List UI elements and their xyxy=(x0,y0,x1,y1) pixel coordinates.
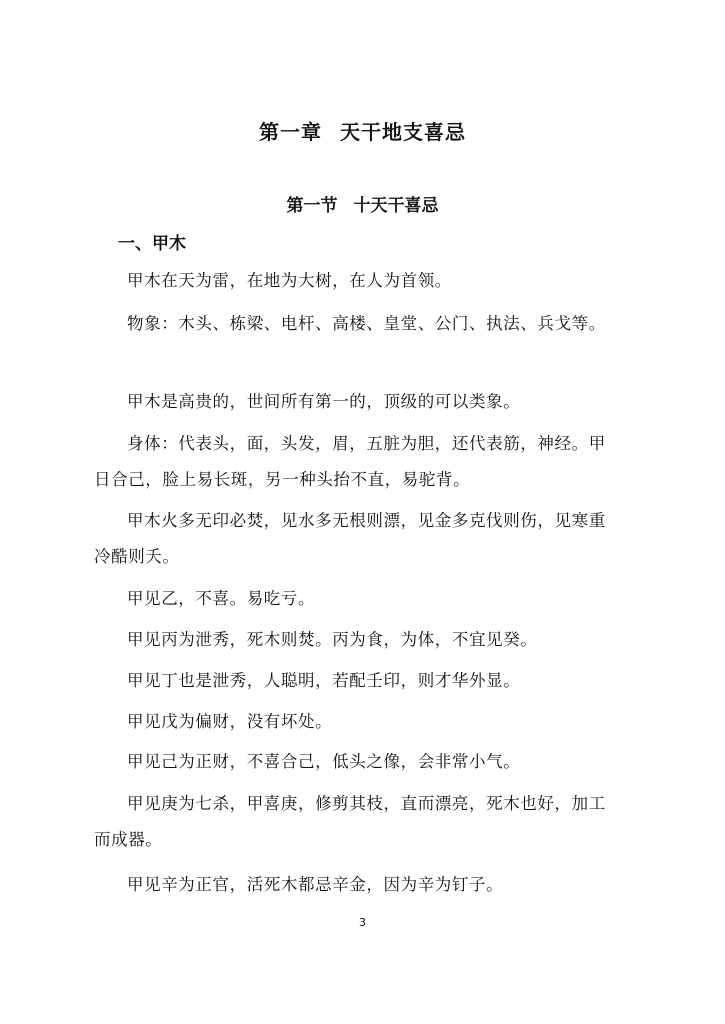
chapter-title xyxy=(0,116,725,145)
paragraph: 甲木火多无印必焚，见水多无根则漂，见金多克伐则伤，见寒重冷酷则夭。 xyxy=(94,511,606,566)
chapter-name: 天干地支喜忌 xyxy=(340,120,466,144)
chapter-number: 第一章 xyxy=(259,120,322,144)
paragraph: 甲见丙为泄秀，死木则焚。丙为食，为体，不宜见癸。 xyxy=(127,630,538,649)
paragraph: 物象：木头、栋梁、电杆、高楼、皇堂、公门、执法、兵戈等。 xyxy=(127,314,606,333)
paragraph: 甲见辛为正官，活死木都忌辛金，因为辛为钉子。 xyxy=(127,875,504,894)
page-number: 3 xyxy=(359,916,366,929)
paragraph: 甲见丁也是泄秀，人聪明，若配壬印，则才华外显。 xyxy=(127,671,521,690)
paragraph: 身体：代表头，面，头发，眉，五脏为胆，还代表筋，神经。甲日合己，脸上易长斑，另一种头抬不直，易驼背。 xyxy=(94,434,606,489)
paragraph: 甲见己为正财，不喜合己，低头之像，会非常小气。 xyxy=(127,752,521,771)
section-number: 第一节 xyxy=(286,196,338,216)
section-title xyxy=(0,191,725,216)
paragraph: 甲见戊为偏财，没有坏处。 xyxy=(127,712,333,731)
sub-heading: 一、甲木 xyxy=(118,234,186,254)
paragraph: 甲木是高贵的，世间所有第一的，顶级的可以类象。 xyxy=(127,392,521,411)
section-name: 十天干喜忌 xyxy=(353,196,439,216)
paragraph: 甲木在天为雷，在地为大树，在人为首领。 xyxy=(127,271,452,290)
paragraph: 甲见庚为七杀，甲喜庚，修剪其枝，直而漂亮，死木也好，加工而成器。 xyxy=(94,794,606,849)
paragraph: 甲见乙，不喜。易吃亏。 xyxy=(127,589,316,608)
